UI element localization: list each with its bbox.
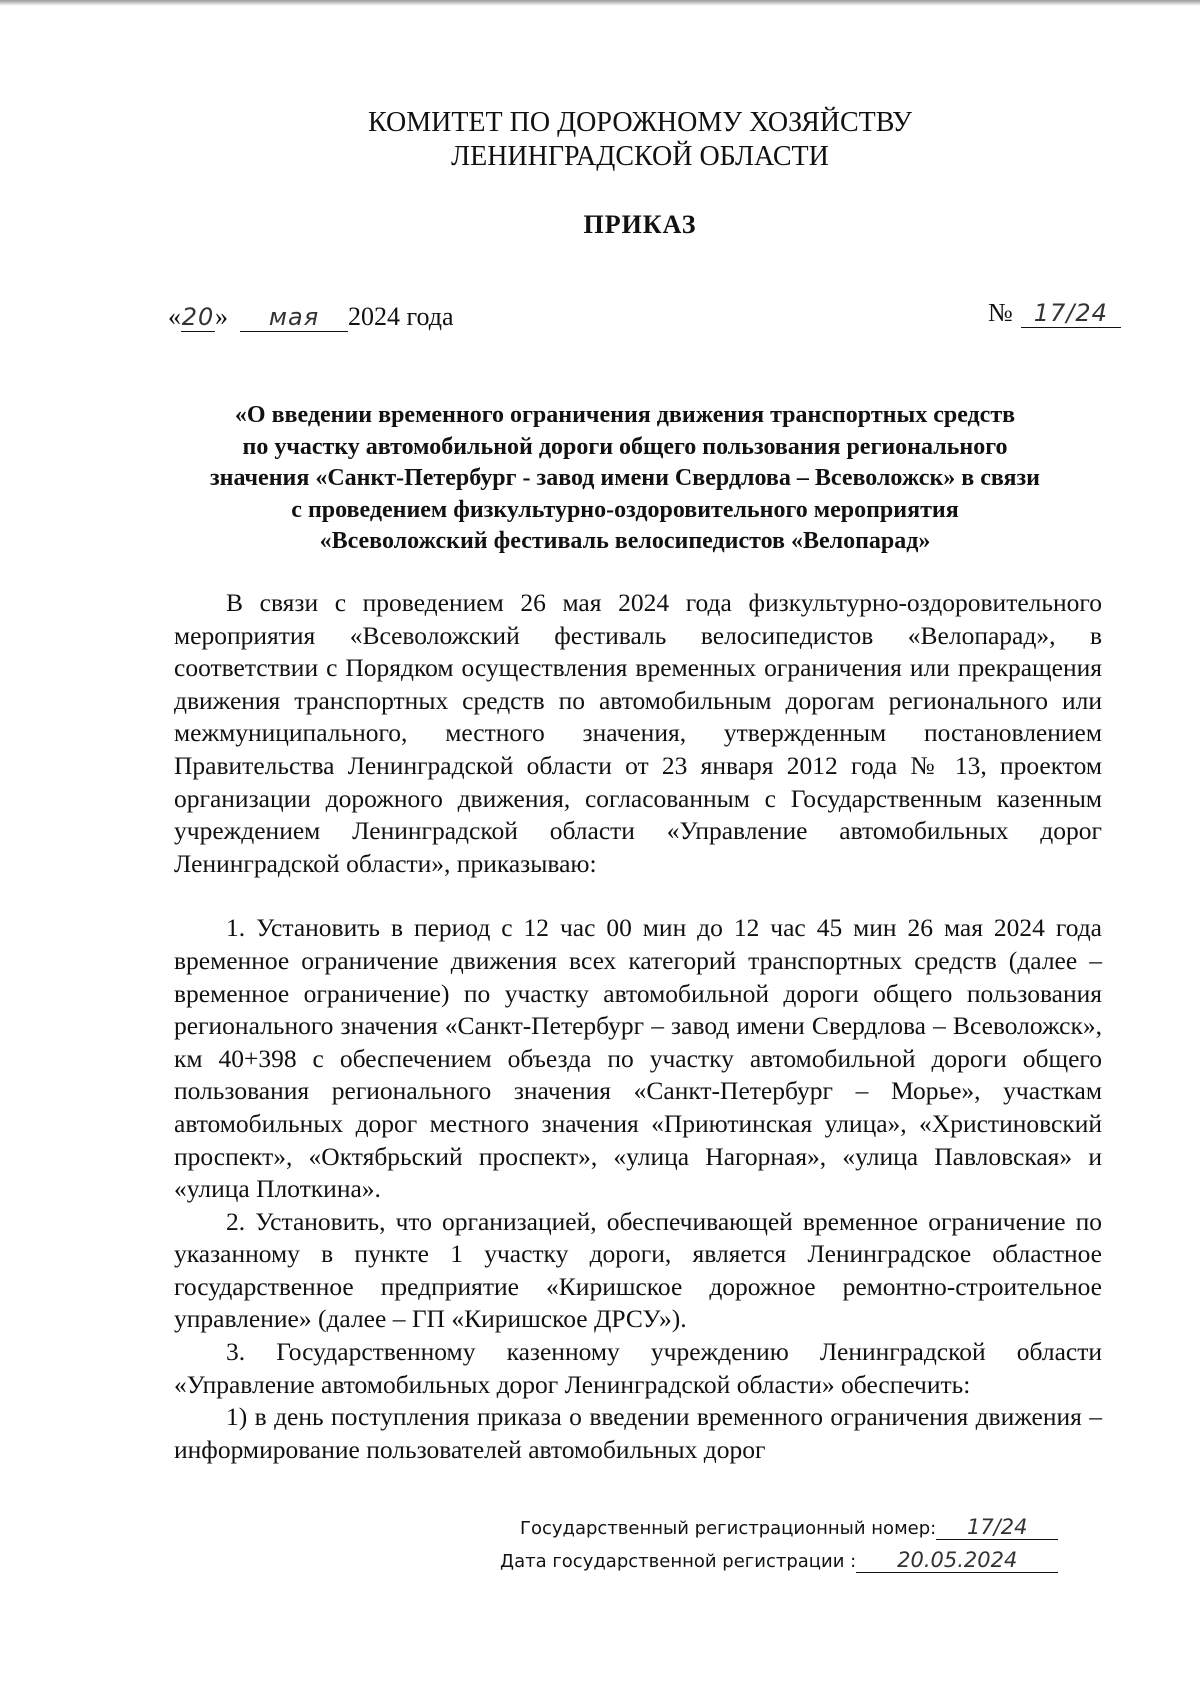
subject-line: «О введении временного ограничения движения транспортных средств (234, 402, 1016, 428)
subject-line: «Всеволожский фестиваль велосипедистов «Велопарад» (319, 528, 931, 554)
subject-line: значения «Санкт-Петербург - завод имени Свердлова – Всеволожск» в связи (210, 465, 1040, 491)
item-1-paragraph: 1. Установить в период с 12 час 00 мин до 12 час 45 мин 26 мая 2024 года временное ограничение движения всех категорий транспортных средств (далее – временное ограничение) по участку автомобильной дороги общего пользования регионального значения «Санкт-Петербург – завод имени Свердлова – Всеволожск», км 40+398 с обеспечением объезда по участку автомобильной дороги общего пользования регионального значения «Санкт-Петербург – Морье», участкам автомобильных дорог местного значения «Приютинская улица», «Христиновский проспект», «Октябрьский проспект», «улица Нагорная», «улица Павловская» и «улица Плоткина». (174, 913, 1102, 1204)
scan-edge (0, 0, 1200, 6)
date-open-quote: « (168, 302, 181, 331)
order-date (168, 302, 454, 332)
date-day-handwritten: 20 (181, 303, 215, 331)
org-name-line1: КОМИТЕТ ПО ДОРОЖНОМУ ХОЗЯЙСТВУ (368, 107, 912, 138)
item-3-1-paragraph: 1) в день поступления приказа о введении временного ограничения движения – информирование пользователей автомобильных дорог (174, 1402, 1102, 1464)
number-sign: № (988, 298, 1013, 327)
registration-number-value: 17/24 (936, 1515, 1058, 1540)
registration-stamp (500, 1512, 1058, 1578)
registration-number-row (500, 1512, 1058, 1545)
registration-date-row (500, 1545, 1058, 1578)
registration-date-value: 20.05.2024 (856, 1548, 1058, 1573)
organization-header (0, 106, 1200, 174)
order-body (174, 587, 1102, 1466)
registration-number-label: Государственный регистрационный номер: (519, 1518, 937, 1539)
subject-line: с проведением физкультурно-оздоровительного мероприятия (291, 496, 959, 523)
order-number-handwritten: 17/24 (1021, 299, 1121, 328)
preamble-paragraph: В связи с проведением 26 мая 2024 года физкультурно-оздоровительного мероприятия «Всеволожский фестиваль велосипедистов «Велопарад», в соответствии с Порядком осуществления временных ограничения или прекращения движения транспортных средств по автомобильным дорогам регионального или межмуниципального, местного значения, утвержденным постановлением Правительства Ленинградской области от 23 января 2012 года № 13, проектом организации дорожного движения, согласованным с Государственным казенным учреждением Ленинградской области «Управление автомобильных дорог Ленинградской области», приказываю: (174, 588, 1102, 878)
item-3-paragraph: 3. Государственному казенному учреждению Ленинградской области «Управление автомобильных дорог Ленинградской области» обеспечить: (174, 1337, 1102, 1399)
registration-date-label: Дата государственной регистрации : (500, 1551, 857, 1572)
order-number (988, 298, 1121, 328)
date-year: 2024 года (348, 302, 454, 331)
org-name-line2: ЛЕНИНГРАДСКОЙ ОБЛАСТИ (451, 141, 829, 172)
order-subject (160, 400, 1090, 558)
date-close-quote: » (215, 302, 228, 331)
subject-line: по участку автомобильной дороги общего пользования регионального (242, 433, 1008, 460)
item-2-paragraph: 2. Установить, что организацией, обеспечивающей временное ограничение по указанному в пункте 1 участку дороги, является Ленинградское областное государственное предприятие «Киришское дорожное ремонтно-строительное управление» (далее – ГП «Киришское ДРСУ»). (174, 1206, 1102, 1334)
document-type-title: ПРИКАЗ (583, 210, 697, 239)
date-month-handwritten: мая (240, 303, 348, 332)
